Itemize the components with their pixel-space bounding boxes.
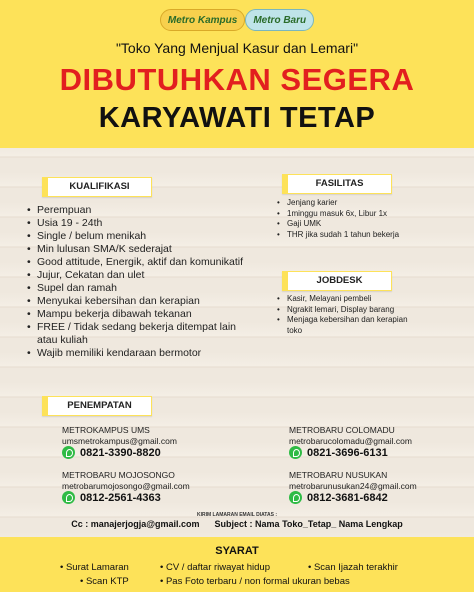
subheadline: KARYAWATI TETAP <box>98 102 376 134</box>
list-item: • Jenjang karier <box>277 198 437 209</box>
list-item: • Perempuan <box>27 204 252 217</box>
syarat-item-label: Pas Foto terbaru / non formal ukuran bebas <box>165 576 350 587</box>
location-phone[interactable] <box>289 446 388 459</box>
list-item: • Menyukai kebersihan dan kerapian <box>27 295 252 308</box>
kualifikasi-title: KUALIFIKASI <box>42 177 152 197</box>
location-name: METROBARU NUSUKAN <box>289 470 388 480</box>
list-item: • THR jika sudah 1 tahun bekerja <box>277 230 437 241</box>
jobdesk-title: JOBDESK <box>282 271 392 291</box>
whatsapp-icon <box>62 446 75 459</box>
syarat-item: • Scan Ijazah terakhir <box>308 562 398 573</box>
list-item: • Usia 19 - 24th <box>27 217 252 230</box>
location-metrobaru-mojosongo <box>62 470 190 492</box>
location-email[interactable]: metrobarucolomadu@gmail.com <box>289 436 412 446</box>
whatsapp-icon <box>289 491 302 504</box>
location-name: METROBARU COLOMADU <box>289 425 395 435</box>
syarat-item: • Scan KTP <box>80 576 129 587</box>
location-name: METROKAMPUS UMS <box>62 425 150 435</box>
whatsapp-icon <box>289 446 302 459</box>
jobdesk-list <box>277 294 417 336</box>
syarat-item-label: Surat Lamaran <box>65 562 129 573</box>
syarat-title: SYARAT <box>215 545 259 557</box>
list-item: • Mampu bekerja dibawah tekanan <box>27 308 252 321</box>
brand-logos <box>0 9 474 31</box>
list-item: • Ngrakit lemari, Display barang <box>277 305 417 316</box>
brand-logo-metro-baru: Metro Baru <box>245 9 314 31</box>
fasilitas-list <box>277 198 437 240</box>
list-item: • Good attitude, Energik, aktif dan komunikatif <box>27 256 252 269</box>
list-item: • Menjaga kebersihan dan kerapian toko <box>277 315 417 336</box>
syarat-footer <box>0 537 474 592</box>
list-item: • 1minggu masuk 6x, Libur 1x <box>277 209 437 220</box>
list-item: • Single / belum menikah <box>27 230 252 243</box>
kualifikasi-list <box>27 204 252 360</box>
brand-logo-metro-kampus: Metro Kampus <box>160 9 245 31</box>
list-item: • FREE / Tidak sedang bekerja ditempat lain atau kuliah <box>27 321 252 347</box>
location-phone[interactable] <box>289 491 388 504</box>
syarat-item: • CV / daftar riwayat hidup <box>160 562 270 573</box>
list-item: • Gaji UMK <box>277 219 437 230</box>
location-name: METROBARU MOJOSONGO <box>62 470 175 480</box>
phone-number: 0812-2561-4363 <box>80 491 161 504</box>
location-phone[interactable] <box>62 446 161 459</box>
location-email[interactable]: umsmetrokampus@gmail.com <box>62 436 177 446</box>
syarat-item: • Pas Foto terbaru / non formal ukuran bebas <box>160 576 350 587</box>
fasilitas-title: FASILITAS <box>282 174 392 194</box>
phone-number: 0821-3390-8820 <box>80 446 161 459</box>
list-item: • Min lulusan SMA/K sederajat <box>27 243 252 256</box>
phone-number: 0812-3681-6842 <box>307 491 388 504</box>
penempatan-title: PENEMPATAN <box>42 396 152 416</box>
list-item: • Supel dan ramah <box>27 282 252 295</box>
whatsapp-icon <box>62 491 75 504</box>
location-metrobaru-nusukan <box>289 470 417 492</box>
phone-number: 0821-3696-6131 <box>307 446 388 459</box>
syarat-item-label: Scan Ijazah terakhir <box>313 562 398 573</box>
location-metrokampus-ums <box>62 425 177 447</box>
tagline: "Toko Yang Menjual Kasur dan Lemari" <box>115 40 359 56</box>
location-metrobaru-colomadu <box>289 425 412 447</box>
list-item: • Kasir, Melayani pembeli <box>277 294 417 305</box>
list-item: • Jujur, Cekatan dan ulet <box>27 269 252 282</box>
kirim-lamaran-note: KIRIM LAMARAN EMAIL DIATAS : <box>197 512 277 518</box>
syarat-item-label: CV / daftar riwayat hidup <box>165 562 270 573</box>
list-item: • Wajib memiliki kendaraan bermotor <box>27 347 252 360</box>
location-email[interactable]: metrobarunusukan24@gmail.com <box>289 481 417 491</box>
header-banner <box>0 0 474 148</box>
headline: DIBUTUHKAN SEGERA <box>59 62 415 97</box>
location-phone[interactable] <box>62 491 161 504</box>
syarat-item-label: Scan KTP <box>85 576 129 587</box>
syarat-item: • Surat Lamaran <box>60 562 129 573</box>
cc-subject-line: Cc : manajerjogja@gmail.com Subject : Nama Toko_Tetap_ Nama Lengkap <box>71 519 403 529</box>
location-email[interactable]: metrobarumojosongo@gmail.com <box>62 481 190 491</box>
